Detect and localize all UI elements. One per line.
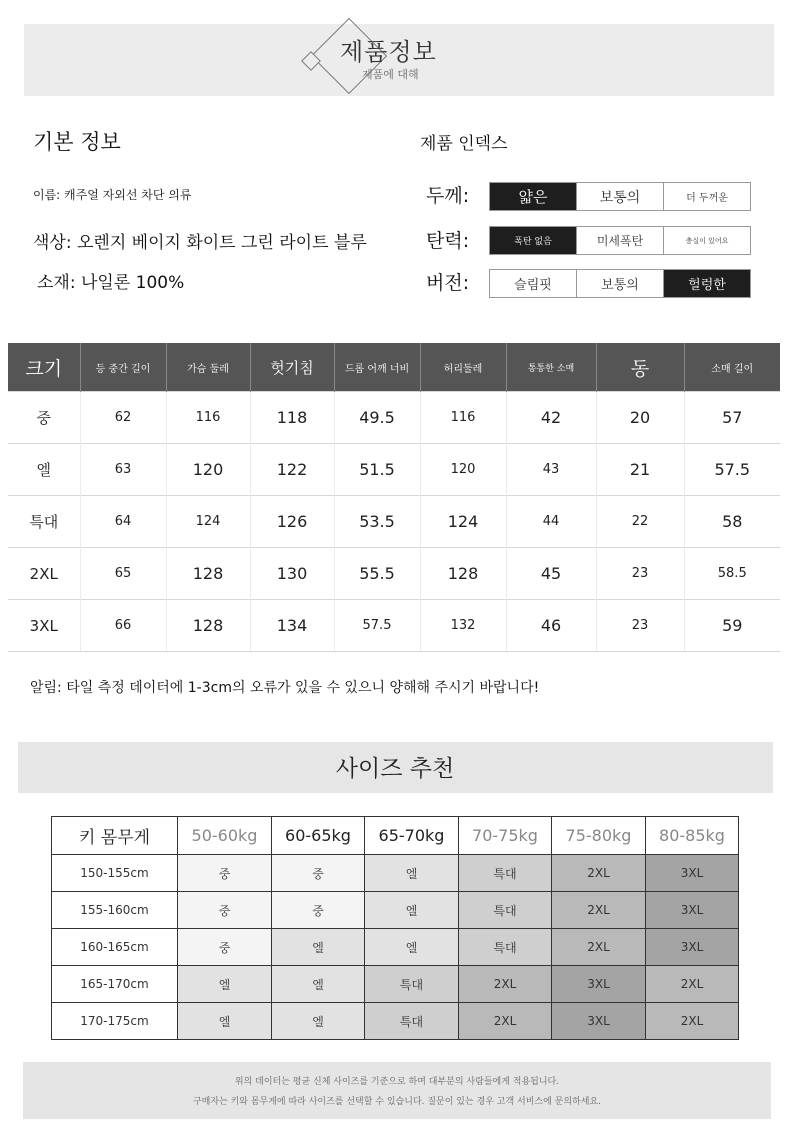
- table-row: [8, 600, 780, 652]
- recommend-cell: 중: [272, 855, 365, 892]
- header-size: 크기: [8, 343, 80, 392]
- table-cell: 58.5: [684, 548, 780, 600]
- header-sleeve-width: 통통한 소매: [506, 343, 596, 392]
- header-back-length: 등 중간 길이: [80, 343, 166, 392]
- recommend-cell: 2XL: [646, 1003, 739, 1040]
- elasticity-option-slight: 미세폭탄: [577, 227, 664, 254]
- basic-info-heading: 기본 정보: [33, 130, 121, 154]
- table-cell: 66: [80, 600, 166, 652]
- table-cell: 59: [684, 600, 780, 652]
- recommend-cell: 3XL: [646, 929, 739, 966]
- table-cell: 128: [166, 548, 250, 600]
- table-row: [8, 548, 780, 600]
- measurement-notice: 알림: 타일 측정 데이터에 1-3cm의 오류가 있을 수 있으니 양해해 주시기 바랍니다!: [30, 680, 540, 696]
- product-material: 소재: 나일론 100%: [37, 273, 185, 293]
- table-cell: 64: [80, 496, 166, 548]
- elasticity-label: 탄력:: [426, 230, 470, 252]
- table-cell: 57.5: [334, 600, 420, 652]
- recommend-cell: 중: [272, 892, 365, 929]
- table-cell: 128: [420, 548, 506, 600]
- table-cell: 23: [596, 548, 684, 600]
- table-row: [8, 444, 780, 496]
- size-recommend-table: [51, 816, 739, 1040]
- weight-header: 75-80kg: [552, 817, 646, 855]
- table-cell: 22: [596, 496, 684, 548]
- thickness-option-thick: 더 두꺼운: [686, 193, 728, 204]
- height-cell: 165-170cm: [52, 966, 178, 1003]
- header-cough: 헛기침: [250, 343, 334, 392]
- table-cell: 120: [166, 444, 250, 496]
- recommend-cell: 엘: [365, 892, 459, 929]
- table-cell: 124: [420, 496, 506, 548]
- table-cell: 130: [250, 548, 334, 600]
- footer-note-box: [23, 1062, 771, 1119]
- size-cell: 2XL: [8, 548, 80, 600]
- table-row: [8, 392, 780, 444]
- recommend-cell: 특대: [459, 892, 552, 929]
- footer-note-line-1: 위의 데이터는 평균 신체 사이즈를 기준으로 하며 대부분의 사람들에게 적용됩니다.: [234, 1077, 560, 1087]
- thickness-scale: [489, 182, 751, 211]
- table-cell: 116: [166, 392, 250, 444]
- table-cell: 63: [80, 444, 166, 496]
- table-cell: 49.5: [334, 392, 420, 444]
- weight-header: 50-60kg: [178, 817, 272, 855]
- header-shoulder: 드롭 어깨 너비: [334, 343, 420, 392]
- elasticity-option-none: 폭탄 없음: [490, 227, 577, 254]
- height-cell: 160-165cm: [52, 929, 178, 966]
- page-title: 제품정보: [340, 38, 437, 66]
- table-cell: 132: [420, 600, 506, 652]
- size-cell: 엘: [8, 444, 80, 496]
- table-cell: 120: [420, 444, 506, 496]
- weight-header: 80-85kg: [646, 817, 739, 855]
- table-cell: 118: [250, 392, 334, 444]
- table-row: [52, 1003, 739, 1040]
- product-name: 이름: 캐주얼 자외선 차단 의류: [33, 188, 192, 202]
- table-cell: 42: [506, 392, 596, 444]
- recommend-cell: 엘: [178, 1003, 272, 1040]
- product-colors: 색상: 오렌지 베이지 화이트 그린 라이트 블루: [33, 233, 367, 253]
- table-row: [52, 966, 739, 1003]
- table-cell: 124: [166, 496, 250, 548]
- table-cell: 58: [684, 496, 780, 548]
- table-cell: 57: [684, 392, 780, 444]
- fit-option-normal: 보통의: [577, 270, 664, 297]
- table-cell: 46: [506, 600, 596, 652]
- recommend-cell: 특대: [365, 966, 459, 1003]
- size-chart-header: [8, 343, 780, 392]
- table-row: [52, 855, 739, 892]
- recommend-cell: 엘: [178, 966, 272, 1003]
- table-cell: 53.5: [334, 496, 420, 548]
- recommend-cell: 2XL: [552, 855, 646, 892]
- recommend-cell: 3XL: [646, 855, 739, 892]
- table-cell: 126: [250, 496, 334, 548]
- recommend-cell: 중: [178, 929, 272, 966]
- recommend-cell: 엘: [272, 966, 365, 1003]
- size-cell: 3XL: [8, 600, 80, 652]
- thickness-option-thin: 얇은: [490, 183, 577, 210]
- page-subtitle: 제품에 대해: [362, 68, 419, 81]
- size-cell: 특대: [8, 496, 80, 548]
- recommend-cell: 특대: [459, 855, 552, 892]
- header-waist: 허리둘레: [420, 343, 506, 392]
- recommend-cell: 2XL: [459, 1003, 552, 1040]
- recommend-cell: 2XL: [459, 966, 552, 1003]
- table-cell: 43: [506, 444, 596, 496]
- recommend-cell: 중: [178, 892, 272, 929]
- fit-label: 버전:: [426, 272, 470, 294]
- weight-header: 60-65kg: [272, 817, 365, 855]
- fit-option-slim: 슬림핏: [490, 270, 577, 297]
- table-cell: 65: [80, 548, 166, 600]
- table-row: [8, 496, 780, 548]
- table-cell: 45: [506, 548, 596, 600]
- height-cell: 150-155cm: [52, 855, 178, 892]
- header-sleeve-length: 소매 길이: [684, 343, 780, 392]
- footer-note-line-2: 구매자는 키와 몸무게에 따라 사이즈를 선택할 수 있습니다. 질문이 있는 경우 고객 서비스에 문의하세요.: [192, 1097, 602, 1107]
- size-recommend-title: 사이즈 추천: [335, 756, 455, 782]
- recommend-cell: 2XL: [552, 892, 646, 929]
- recommend-cell: 3XL: [552, 966, 646, 1003]
- table-row: [52, 929, 739, 966]
- recommend-cell: 2XL: [552, 929, 646, 966]
- table-cell: 62: [80, 392, 166, 444]
- table-row: [52, 892, 739, 929]
- elasticity-option-high: 충실이 있어요: [685, 236, 729, 245]
- table-cell: 21: [596, 444, 684, 496]
- table-cell: 55.5: [334, 548, 420, 600]
- weight-header: 70-75kg: [459, 817, 552, 855]
- recommend-cell: 3XL: [552, 1003, 646, 1040]
- table-cell: 116: [420, 392, 506, 444]
- table-cell: 51.5: [334, 444, 420, 496]
- product-index-heading: 제품 인덱스: [420, 134, 508, 154]
- height-cell: 155-160cm: [52, 892, 178, 929]
- fit-scale: [489, 269, 751, 298]
- recommend-cell: 중: [178, 855, 272, 892]
- fit-option-loose: 헐렁한: [664, 270, 750, 297]
- weight-header: 65-70kg: [365, 817, 459, 855]
- table-cell: 20: [596, 392, 684, 444]
- table-cell: 57.5: [684, 444, 780, 496]
- recommend-cell: 엘: [365, 855, 459, 892]
- table-cell: 44: [506, 496, 596, 548]
- header-chest: 가슴 둘레: [166, 343, 250, 392]
- table-cell: 23: [596, 600, 684, 652]
- table-cell: 134: [250, 600, 334, 652]
- elasticity-scale: [489, 226, 751, 255]
- recommend-cell: 3XL: [646, 892, 739, 929]
- thickness-option-normal: 보통의: [577, 183, 664, 210]
- table-cell: 122: [250, 444, 334, 496]
- corner-height-weight: 키 몸무게: [52, 817, 178, 855]
- thickness-label: 두께:: [426, 185, 470, 207]
- recommend-cell: 엘: [272, 929, 365, 966]
- table-cell: 128: [166, 600, 250, 652]
- height-cell: 170-175cm: [52, 1003, 178, 1040]
- size-cell: 중: [8, 392, 80, 444]
- header-hem: 동: [596, 343, 684, 392]
- recommend-cell: 특대: [365, 1003, 459, 1040]
- recommend-cell: 엘: [365, 929, 459, 966]
- recommend-cell: 엘: [272, 1003, 365, 1040]
- recommend-cell: 2XL: [646, 966, 739, 1003]
- size-chart-table: [8, 343, 780, 652]
- recommend-cell: 특대: [459, 929, 552, 966]
- recommend-header: [52, 817, 739, 855]
